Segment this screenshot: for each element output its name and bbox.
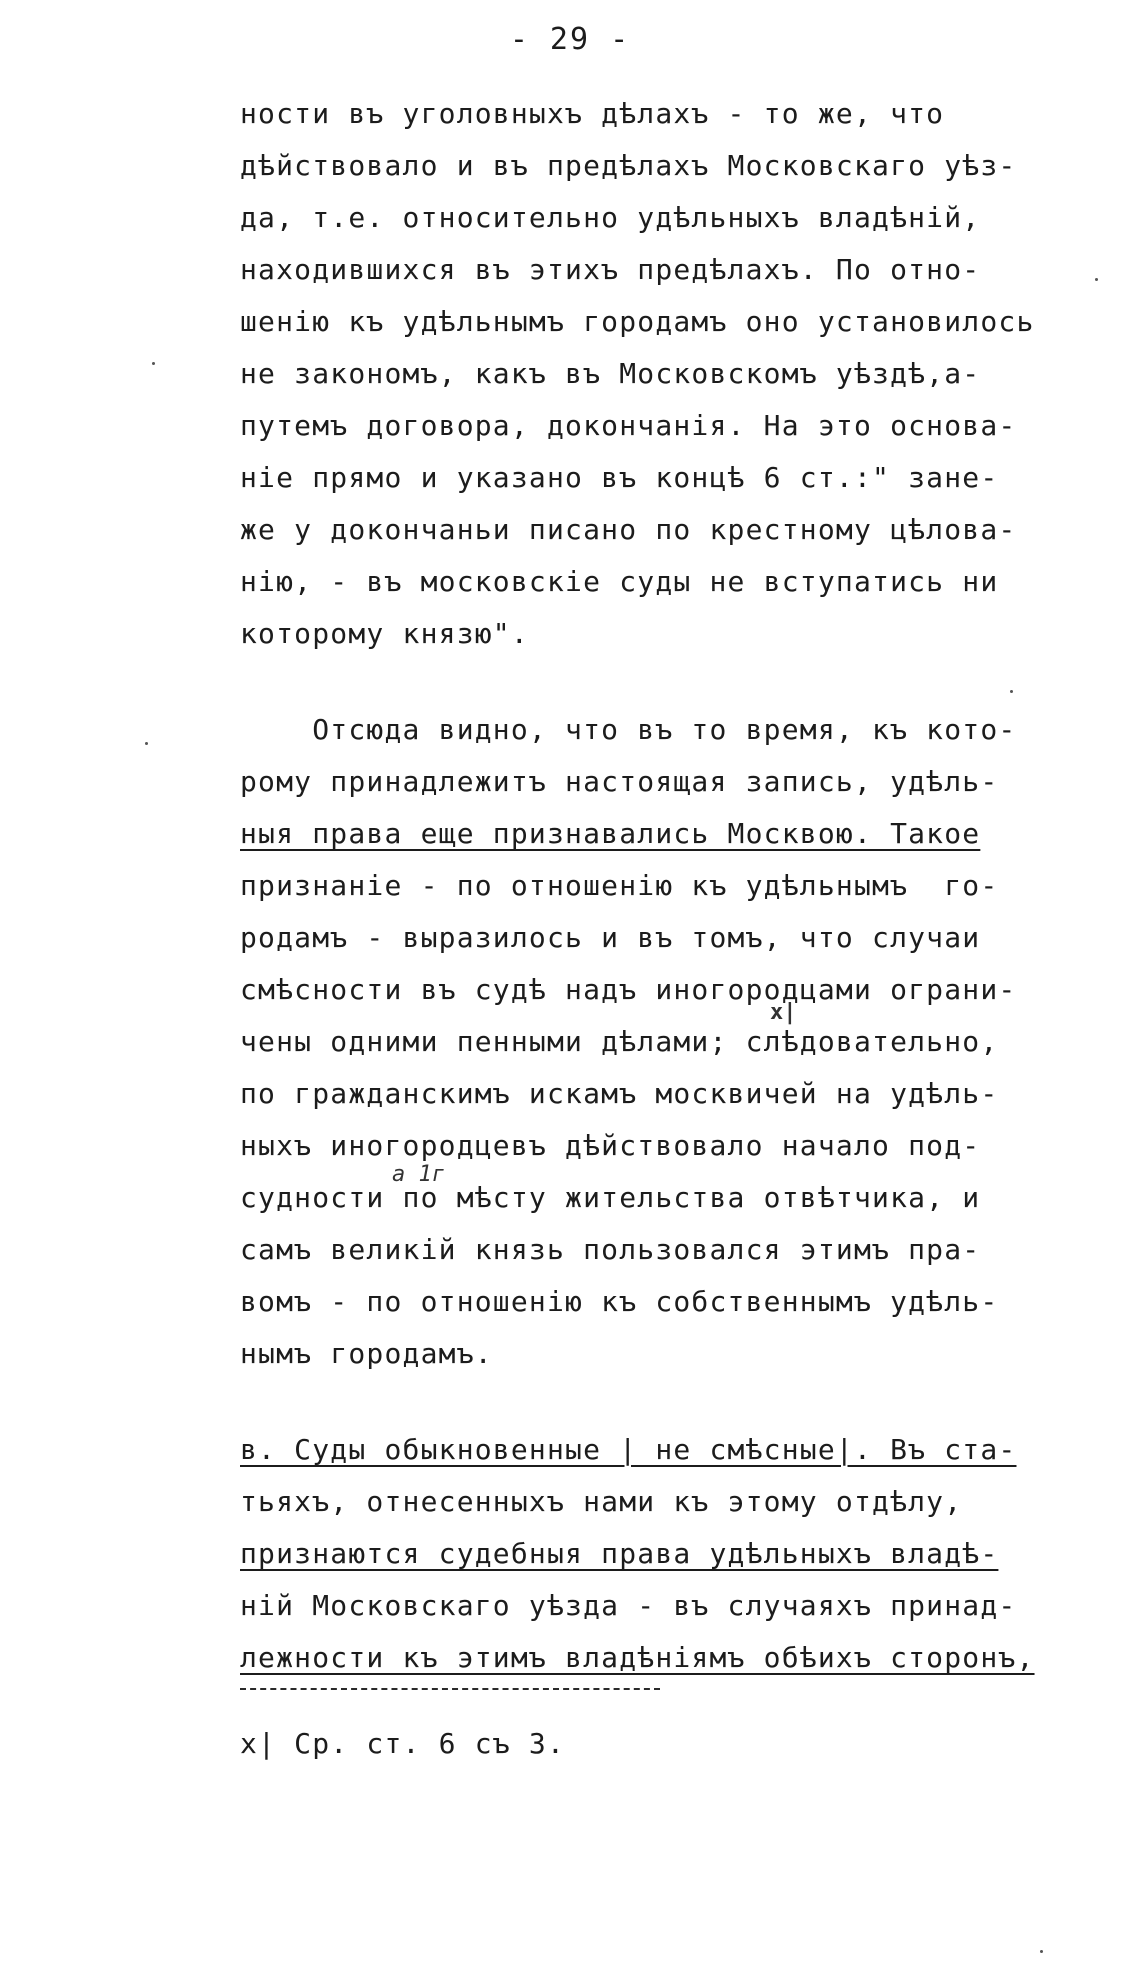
text-line: же у докончаньи писано по крестному цѣлова- xyxy=(240,513,1017,546)
text-line: ніе прямо и указано въ концѣ 6 ст.:" зане- xyxy=(240,461,999,494)
text-line: дѣйствовало и въ предѣлахъ Московскаго уѣз- xyxy=(240,149,1017,182)
text-line-underlined: лежности къ этимъ владѣніямъ обѣихъ сторонъ, xyxy=(240,1641,1035,1674)
text-line: ности въ уголовныхъ дѣлахъ - то же, что xyxy=(240,97,945,130)
scan-speck xyxy=(1095,278,1098,281)
text-line: самъ великій князь пользовался этимъ пра- xyxy=(240,1233,981,1266)
text-line: ній Московскаго уѣзда - въ случаяхъ принад- xyxy=(240,1589,1017,1622)
text-line: нымъ городамъ. xyxy=(240,1337,493,1370)
scan-speck xyxy=(1040,1950,1043,1953)
text-line: судности по мѣсту жительства отвѣтчика, и xyxy=(240,1181,981,1214)
text-line: не закономъ, какъ въ Московскомъ уѣздѣ,а- xyxy=(240,357,981,390)
text-line: находившихся въ этихъ предѣлахъ. По отно- xyxy=(240,253,981,286)
footnote: x| Ср. ст. 6 съ 3. xyxy=(240,1727,566,1760)
text-line: признаніе - по отношенію къ удѣльнымъ го- xyxy=(240,869,999,902)
text-line: путемъ договора, докончанія. На это основа- xyxy=(240,409,1017,442)
text-line: шенію къ удѣльнымъ городамъ оно установилось xyxy=(240,305,1035,338)
text-line-underlined: в. Суды обыкновенные | не смѣсные|. Въ ста- xyxy=(240,1433,1017,1466)
text-line: да, т.е. относительно удѣльныхъ владѣній, xyxy=(240,201,981,234)
scan-speck xyxy=(145,742,148,745)
text-line-underlined: признаются судебныя права удѣльныхъ владѣ- xyxy=(240,1537,999,1570)
footnote-separator xyxy=(240,1688,660,1690)
text-line: по гражданскимъ искамъ москвичей на удѣль- xyxy=(240,1077,999,1110)
scan-speck xyxy=(1010,690,1013,693)
scan-speck xyxy=(152,362,155,365)
text-line: родамъ - выразилось и въ томъ, что случаи xyxy=(240,921,981,954)
text-line: ныхъ иногородцевъ дѣйствовало начало под- xyxy=(240,1129,981,1162)
pencil-note: а 1г xyxy=(392,1162,445,1187)
text-line-underlined: ныя права еще признавались Москвою. Такое xyxy=(240,817,981,850)
text-line: вомъ - по отношенію къ собственнымъ удѣль- xyxy=(240,1285,999,1318)
text-line: которому князю". xyxy=(240,617,529,650)
text-line: тьяхъ, отнесенныхъ нами къ этому отдѣлу, xyxy=(240,1485,963,1518)
text-line: смѣсности въ судѣ надъ иногородцами ограни- xyxy=(240,973,1017,1006)
text-line: рому принадлежитъ настоящая запись, удѣль- xyxy=(240,765,999,798)
text-line: нію, - въ московскіе суды не вступатись ни xyxy=(240,565,999,598)
text-line: Отсюда видно, что въ то время, къ кото- xyxy=(240,713,1017,746)
footnote-reference-mark: x| xyxy=(770,1000,797,1025)
page-number: - 29 - xyxy=(509,22,631,57)
text-line: чены одними пенными дѣлами; слѣдовательно, xyxy=(240,1025,999,1058)
